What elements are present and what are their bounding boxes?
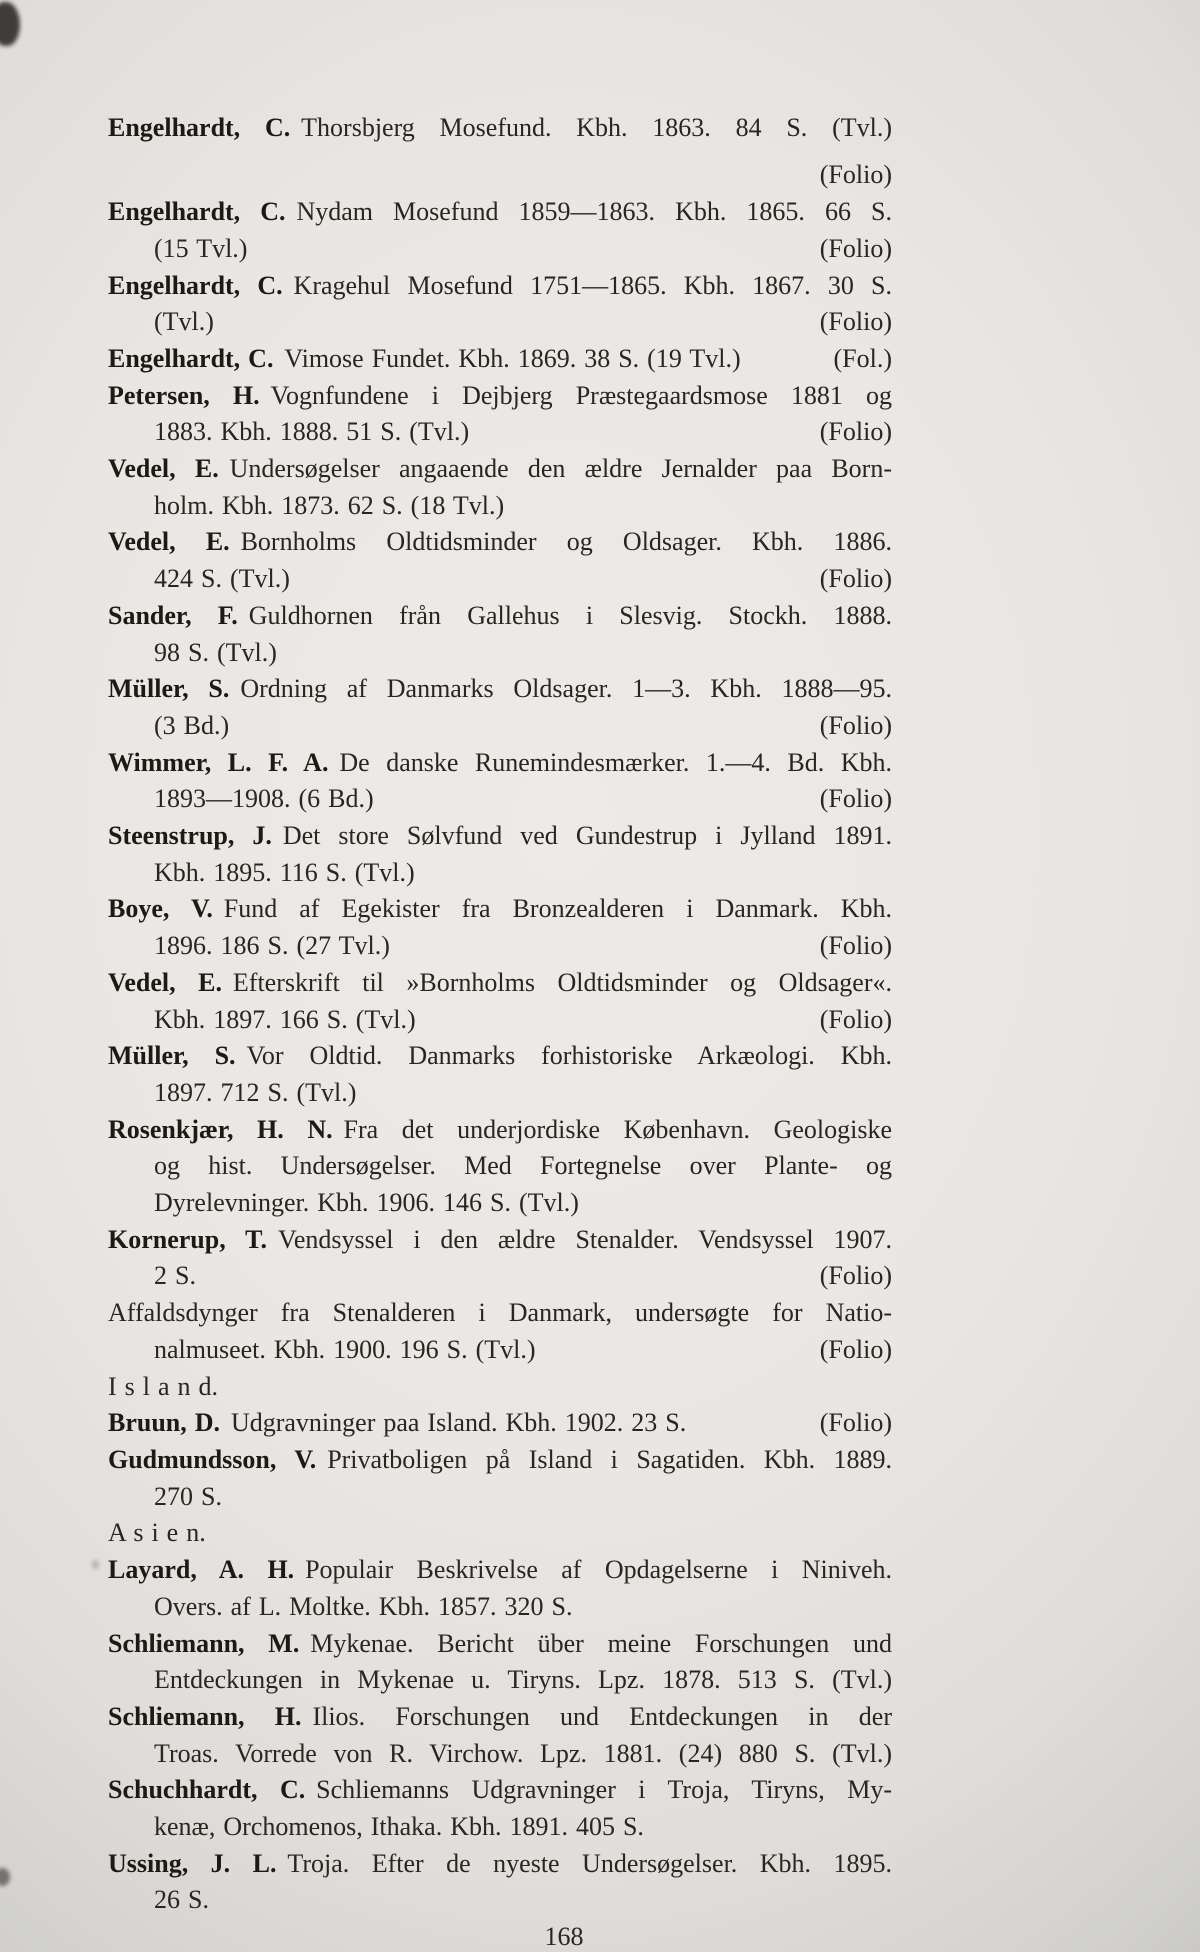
entry-text: (3 Bd.) — [154, 710, 230, 740]
bibliography-line — [108, 561, 892, 598]
entry-text: Ilios. Forschungen und Entdeckungen in der — [312, 1701, 893, 1731]
entry-text: 98 S. (Tvl.) — [154, 637, 277, 667]
entry-text: nalmuseet. Kbh. 1900. 196 S. (Tvl.) — [154, 1334, 536, 1364]
bibliography-line — [108, 341, 892, 378]
format-note: (Folio) — [819, 1408, 892, 1438]
entry-line-text — [108, 268, 892, 305]
entry-text: Entdeckungen in Mykenae u. Tiryns. Lpz. 1878. 513 S. (Tvl.) — [154, 1665, 892, 1695]
entry-line-text — [108, 1699, 892, 1736]
entry-line-text — [154, 1148, 892, 1185]
entry-line-text — [154, 1589, 573, 1626]
entry-line-text — [108, 1038, 892, 1075]
author-name: Engelhardt, C. — [108, 113, 291, 142]
bibliography-line — [108, 1809, 892, 1846]
entry-text: 2 S. — [154, 1261, 196, 1291]
entry-text: holm. Kbh. 1873. 62 S. (18 Tvl.) — [154, 490, 505, 520]
entry-line-text — [154, 1258, 196, 1295]
bibliography-line — [108, 1442, 892, 1479]
entry-line-text — [154, 1075, 356, 1112]
bibliography-line — [108, 304, 892, 341]
bibliography-line — [108, 147, 892, 194]
entry-text: Dyrelevninger. Kbh. 1906. 146 S. (Tvl.) — [154, 1188, 579, 1218]
format-note: (Folio) — [819, 1004, 892, 1034]
entry-line-text — [154, 1332, 536, 1369]
author-name: Schliemann, H. — [108, 1701, 302, 1731]
bibliography-line — [108, 855, 892, 892]
bibliography-line — [108, 1736, 892, 1773]
entry-line-text — [108, 598, 892, 635]
entry-line-text — [108, 1552, 892, 1589]
bibliography-line — [108, 1662, 892, 1699]
entry-text: 1897. 712 S. (Tvl.) — [154, 1077, 357, 1107]
author-name: Vedel, E. — [108, 527, 230, 557]
format-note: (Folio) — [819, 564, 892, 594]
bibliography-line — [108, 1772, 892, 1809]
entry-line-text — [108, 341, 741, 378]
entry-text: Overs. af L. Moltke. Kbh. 1857. 320 S. — [154, 1591, 573, 1621]
entry-line-text — [154, 928, 390, 965]
entry-text: 1896. 186 S. (27 Tvl.) — [154, 931, 390, 961]
entry-line-text — [154, 414, 469, 451]
bibliography-line — [108, 1222, 892, 1259]
entry-line-text — [108, 1846, 892, 1883]
bibliography-line — [108, 1075, 892, 1112]
entry-text: Vendsyssel i den ældre Stenalder. Vendsyssel 1907. — [277, 1224, 892, 1254]
entry-line-text — [108, 891, 892, 928]
bibliography-line — [108, 110, 892, 147]
entry-text: (15 Tvl.) — [154, 233, 248, 263]
bibliography-line — [108, 1332, 892, 1369]
bibliography-line — [108, 1112, 892, 1149]
author-name: Müller, S. — [108, 1041, 236, 1071]
entry-line-text — [154, 1882, 209, 1919]
bibliography-line — [108, 671, 892, 708]
entry-line-text — [154, 708, 229, 745]
author-name: Rosenkjær, H. N. — [108, 1114, 333, 1144]
format-note: (Folio) — [819, 160, 892, 190]
format-note: (Fol.) — [833, 343, 892, 373]
entry-line-text — [154, 1479, 222, 1516]
section-heading — [108, 1369, 892, 1406]
entry-line-text — [108, 818, 892, 855]
entry-line-text — [154, 561, 290, 598]
entry-text: 424 S. (Tvl.) — [154, 564, 290, 594]
bibliography-line — [108, 1882, 892, 1919]
entry-text: Kbh. 1895. 116 S. (Tvl.) — [154, 857, 415, 887]
entry-line-text — [108, 745, 892, 782]
entry-text: Kragehul Mosefund 1751—1865. Kbh. 1867. 30 S. — [293, 270, 892, 300]
entry-line-text — [108, 378, 892, 415]
entry-text: Privatboligen på Island i Sagatiden. Kbh. 1889. — [327, 1445, 892, 1474]
entry-text: Populair Beskrivelse af Opdagelserne i Niniveh. — [305, 1555, 892, 1585]
page-number: 168 — [544, 1922, 584, 1951]
format-note: (Folio) — [819, 1261, 892, 1291]
bibliography-line — [108, 781, 892, 818]
entry-line-text — [108, 1295, 892, 1332]
author-name: Engelhardt, C. — [108, 197, 286, 227]
author-name: Layard, A. H. — [108, 1555, 295, 1585]
bibliography-line — [108, 524, 892, 561]
bibliography-line — [108, 194, 892, 231]
bibliography-line — [108, 891, 892, 928]
entry-text: De danske Runemindesmærker. 1.—4. Bd. Kbh. — [339, 747, 893, 777]
bibliography-list — [108, 110, 892, 1919]
entry-line-text — [108, 1112, 892, 1149]
bibliography-line — [108, 635, 892, 672]
bibliography-line — [108, 1185, 892, 1222]
format-note: (Folio) — [819, 784, 892, 814]
entry-line-text — [108, 1626, 892, 1663]
entry-line-text — [154, 231, 247, 268]
bibliography-line — [108, 488, 892, 525]
entry-text: Fund af Egekister fra Bronzealderen i Danmark. Kbh. — [223, 894, 892, 924]
section-heading — [108, 1515, 892, 1552]
bibliography-line — [108, 378, 892, 415]
entry-text: Ordning af Danmarks Oldsager. 1—3. Kbh. 1888—95. — [240, 674, 892, 704]
bibliography-line — [108, 928, 892, 965]
bibliography-line — [108, 414, 892, 451]
bibliography-line — [108, 1699, 892, 1736]
bibliography-line — [108, 708, 892, 745]
entry-line-text — [108, 1772, 892, 1809]
entry-text: Troja. Efter de nyeste Undersøgelser. Kbh. 1895. — [287, 1848, 892, 1878]
format-note: (Folio) — [819, 417, 892, 447]
entry-line-text — [154, 1185, 579, 1222]
bibliography-line — [108, 1038, 892, 1075]
entry-text: Undersøgelser angaaende den ældre Jernalder paa Born- — [229, 454, 892, 484]
entry-line-text — [108, 524, 892, 561]
entry-text: Vimose Fundet. Kbh. 1869. 38 S. (19 Tvl.) — [284, 343, 741, 373]
entry-line-text — [108, 965, 892, 1002]
entry-text: Kbh. 1897. 166 S. (Tvl.) — [154, 1004, 416, 1034]
author-name: Engelhardt, C. — [108, 343, 274, 373]
entry-line-text — [108, 1515, 206, 1552]
entry-text: Troas. Vorrede von R. Virchow. Lpz. 1881. (24) 880 S. (Tvl.) — [154, 1738, 892, 1768]
bibliography-line — [108, 1002, 892, 1039]
entry-text: kenæ, Orchomenos, Ithaka. Kbh. 1891. 405 S. — [154, 1812, 644, 1842]
entry-text: Affaldsdynger fra Stenalderen i Danmark, undersøgte for Natio- — [108, 1298, 892, 1328]
entry-text: Guldhornen från Gallehus i Slesvig. Stockh. 1888. — [248, 600, 892, 630]
entry-line-text — [154, 1002, 416, 1039]
author-name: Bruun, D. — [108, 1408, 221, 1438]
entry-line-text — [108, 1442, 892, 1479]
format-note: (Folio) — [819, 1334, 892, 1364]
entry-text: Bornholms Oldtidsminder og Oldsager. Kbh. 1886. — [240, 527, 892, 557]
author-name: Wimmer, L. F. A. — [108, 747, 329, 777]
bibliography-line — [108, 231, 892, 268]
format-note: (Folio) — [819, 307, 892, 337]
bibliography-line — [108, 451, 892, 488]
entry-line-text — [108, 1405, 686, 1442]
entry-text: 26 S. — [154, 1885, 209, 1915]
bibliography-line — [108, 1626, 892, 1663]
author-name: Schliemann, M. — [108, 1628, 300, 1658]
entry-line-text — [108, 110, 892, 147]
author-name: Petersen, H. — [108, 380, 260, 410]
bibliography-line — [108, 598, 892, 635]
entry-text: Schliemanns Udgravninger i Troja, Tiryns, My- — [316, 1775, 892, 1805]
entry-text: I s l a n d. — [108, 1371, 219, 1401]
scan-artifact — [0, 2, 20, 46]
entry-line-text — [108, 194, 892, 231]
entry-line-text — [108, 451, 892, 488]
entry-line-text — [154, 488, 504, 525]
author-name: Vedel, E. — [108, 967, 222, 997]
entry-text: Fra det underjordiske København. Geologiske — [343, 1114, 892, 1144]
entry-text: Vognfundene i Dejbjerg Præstegaardsmose 1881 og — [270, 380, 892, 410]
entry-line-text — [154, 1736, 892, 1773]
author-name: Sander, F. — [108, 600, 238, 630]
scan-artifact — [0, 1868, 10, 1886]
bibliography-line — [108, 1405, 892, 1442]
entry-text: Nydam Mosefund 1859—1863. Kbh. 1865. 66 S. — [296, 197, 892, 227]
entry-text: 1883. Kbh. 1888. 51 S. (Tvl.) — [154, 417, 470, 447]
entry-text: 1893—1908. (6 Bd.) — [154, 784, 374, 814]
bibliography-line — [108, 1589, 892, 1626]
author-name: Kornerup, T. — [108, 1224, 268, 1254]
entry-text: 270 S. — [154, 1481, 222, 1511]
entry-text: A s i e n. — [108, 1518, 206, 1548]
entry-text: (Tvl.) — [154, 307, 214, 337]
bibliography-line — [108, 268, 892, 305]
author-name: Steenstrup, J. — [108, 821, 272, 851]
bibliography-line — [108, 1148, 892, 1185]
entry-text: Vor Oldtid. Danmarks forhistoriske Arkæologi. Kbh. — [246, 1041, 893, 1071]
author-name: Ussing, J. L. — [108, 1848, 277, 1878]
entry-line-text — [154, 1809, 644, 1846]
entry-text: Efterskrift til »Bornholms Oldtidsminder og Oldsager«. — [232, 967, 893, 997]
bibliography-line — [108, 1295, 892, 1332]
bibliography-line — [108, 818, 892, 855]
author-name: Schuchhardt, C. — [108, 1775, 306, 1805]
author-name: Engelhardt, C. — [108, 270, 283, 300]
entry-line-text — [108, 1369, 218, 1406]
bibliography-line — [108, 1846, 892, 1883]
entry-line-text — [154, 855, 415, 892]
format-note: (Folio) — [819, 710, 892, 740]
bibliography-line — [108, 965, 892, 1002]
bibliography-line — [108, 745, 892, 782]
bibliography-line — [108, 1258, 892, 1295]
entry-text: Det store Sølvfund ved Gundestrup i Jylland 1891. — [282, 821, 892, 851]
entry-line-text — [108, 671, 892, 708]
entry-line-text — [154, 635, 277, 672]
entry-line-text — [154, 1662, 892, 1699]
bibliography-line — [108, 1552, 892, 1589]
format-note: (Folio) — [819, 931, 892, 961]
entry-text: Udgravninger paa Island. Kbh. 1902. 23 S. — [230, 1408, 687, 1438]
entry-line-text — [108, 1222, 892, 1259]
format-note: (Folio) — [819, 233, 892, 263]
author-name: Vedel, E. — [108, 454, 219, 484]
entry-text: Mykenae. Bericht über meine Forschungen und — [310, 1628, 892, 1658]
author-name: Müller, S. — [108, 674, 230, 704]
entry-line-text — [154, 304, 214, 341]
scan-artifact — [92, 1560, 99, 1569]
author-name: Boye, V. — [108, 894, 213, 924]
bibliography-line — [108, 1479, 892, 1516]
entry-text: Thorsbjerg Mosefund. Kbh. 1863. 84 S. (Tvl.) — [301, 113, 893, 142]
author-name: Gudmundsson, V. — [108, 1445, 317, 1474]
entry-text: og hist. Undersøgelser. Med Fortegnelse over Plante- og — [154, 1151, 892, 1181]
entry-line-text — [154, 781, 374, 818]
